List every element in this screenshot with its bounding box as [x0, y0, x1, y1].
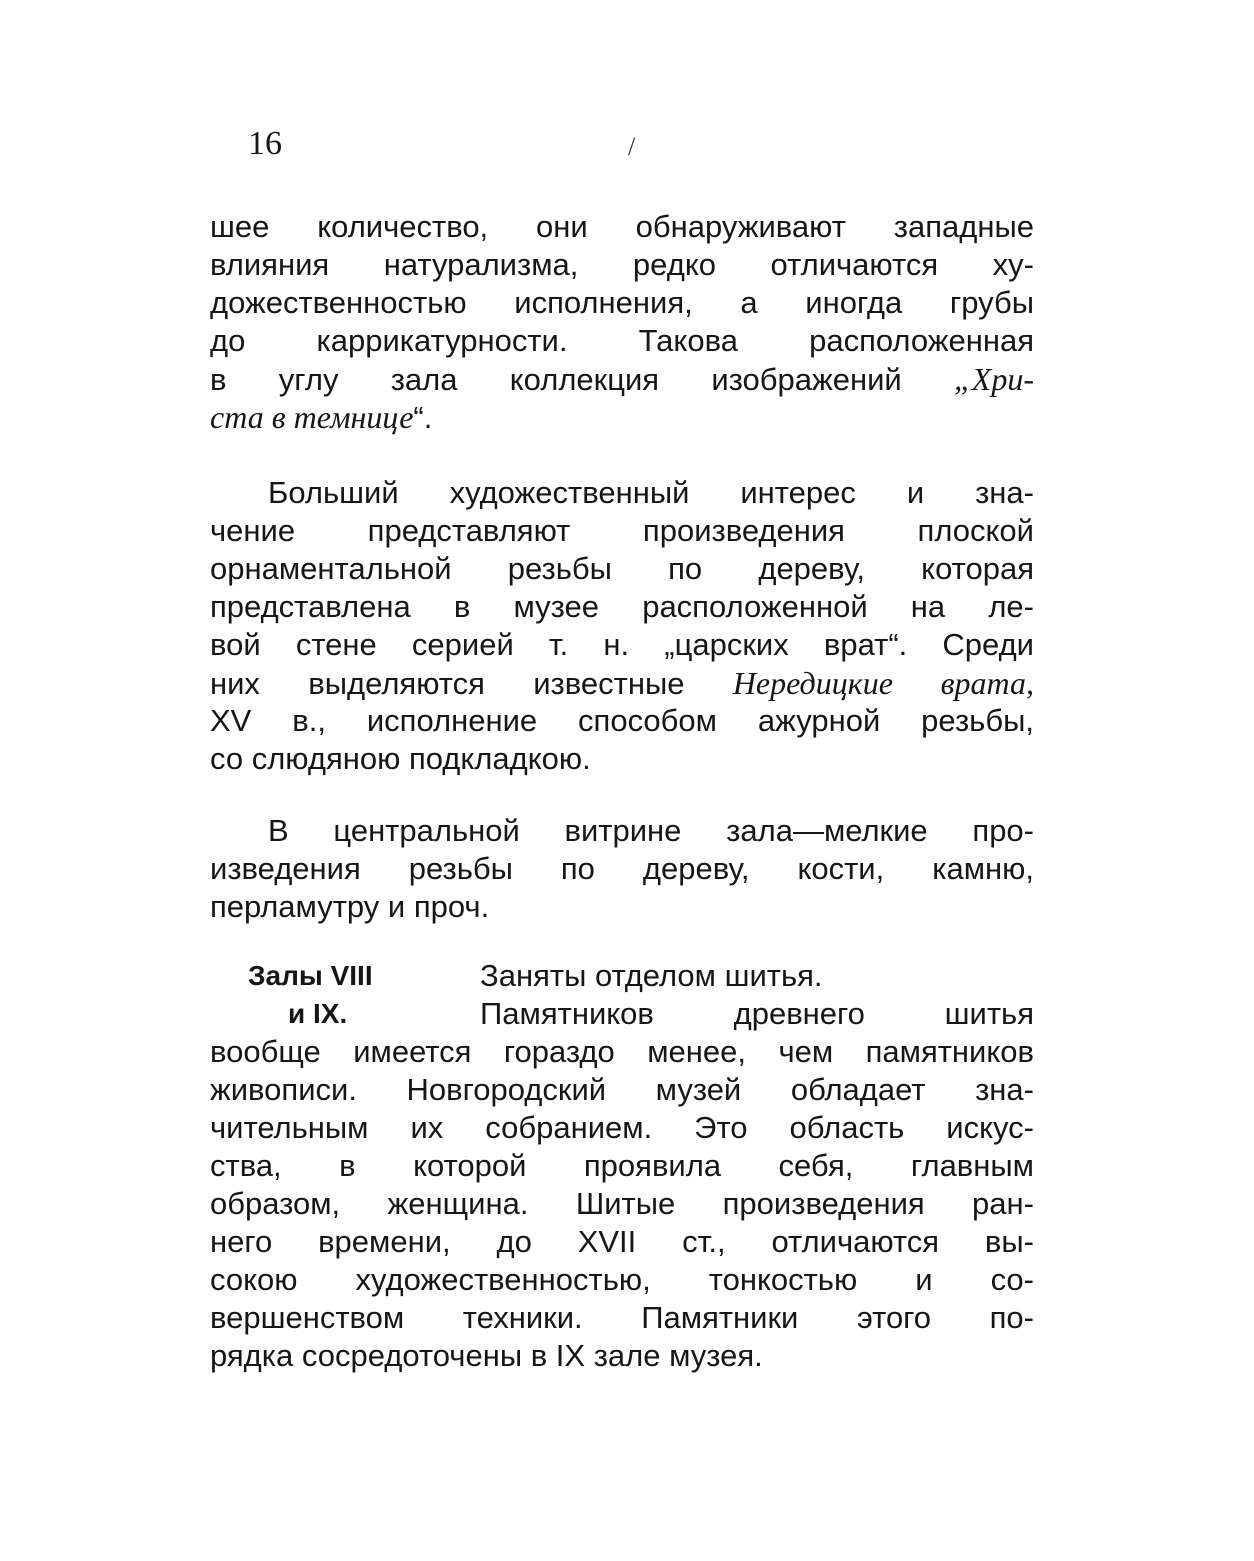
text-segment: них выделяются известные [210, 666, 685, 701]
stray-mark: / [628, 132, 636, 161]
closing-quote: “. [413, 400, 433, 435]
text-line: рядка сосредоточены в IX зале музея. [210, 1338, 763, 1373]
paragraph-1 [210, 208, 1034, 436]
text-line: перламутру и проч. [210, 889, 490, 924]
paragraph-3 [210, 812, 1034, 926]
text-line-with-italic [210, 664, 1034, 702]
text-line-with-italic [210, 360, 1034, 398]
text-line: ства, в которой проявила себя, главным [210, 1148, 1034, 1183]
text-line: Памятников древнего шитья [480, 996, 1034, 1031]
page-number: 16 [248, 125, 282, 162]
text-line: чительным их собранием. Это область искус- [210, 1110, 1034, 1145]
section-heading-line-2: и IX. [288, 998, 348, 1029]
text-segment: в углу зала коллекция изображений [210, 362, 902, 397]
text-line: влияния натурализма, редко отличаются ху- [210, 247, 1034, 282]
text-line: XV в., исполнение способом ажурной резьбы, [210, 703, 1034, 738]
text-line: орнаментальной резьбы по дереву, которая [210, 551, 1034, 586]
text-line: образом, женщина. Шитые произведения ран- [210, 1186, 1034, 1221]
text-line: представлена в музее расположенной на ле- [210, 589, 1034, 624]
text-line: него времени, до XVII ст., отличаются вы- [210, 1224, 1034, 1259]
text-line: до каррикатурности. Такова расположенная [210, 323, 1034, 358]
text-line: В центральной витрине зала—мелкие про- [268, 813, 1034, 848]
italic-title-part-2: ста в темнице [210, 399, 414, 435]
paragraph-2 [210, 474, 1034, 778]
text-line: изведения резьбы по дереву, кости, камню, [210, 851, 1034, 886]
section-text [210, 957, 1034, 1375]
text-line: вой стене серией т. н. „царских врат“. Среди [210, 627, 1034, 662]
text-line: Больший художественный интерес и зна- [268, 475, 1034, 510]
text-line: чение представляют произведения плоской [210, 513, 1034, 548]
text-line: вообще имеется гораздо менее, чем памятников [210, 1034, 1034, 1069]
italic-name: Нередицкие врата, [732, 665, 1034, 701]
text-line: сокою художественностью, тонкостью и со- [210, 1262, 1034, 1297]
section-heading-line-1: Залы VIII [248, 960, 373, 991]
italic-title-part-1: „Хри- [953, 361, 1034, 397]
text-line: дожественностью исполнения, а иногда грубы [210, 285, 1034, 320]
text-line: живописи. Новгородский музей обладает зна- [210, 1072, 1034, 1107]
text-line-with-italic [210, 398, 1034, 436]
text-line: со слюдяною подкладкою. [210, 741, 591, 776]
text-line: шее количество, они обнаруживают западные [210, 209, 1034, 244]
text-line: вершенством техники. Памятники этого по- [210, 1300, 1034, 1335]
text-line: Заняты отделом шитья. [480, 958, 823, 993]
